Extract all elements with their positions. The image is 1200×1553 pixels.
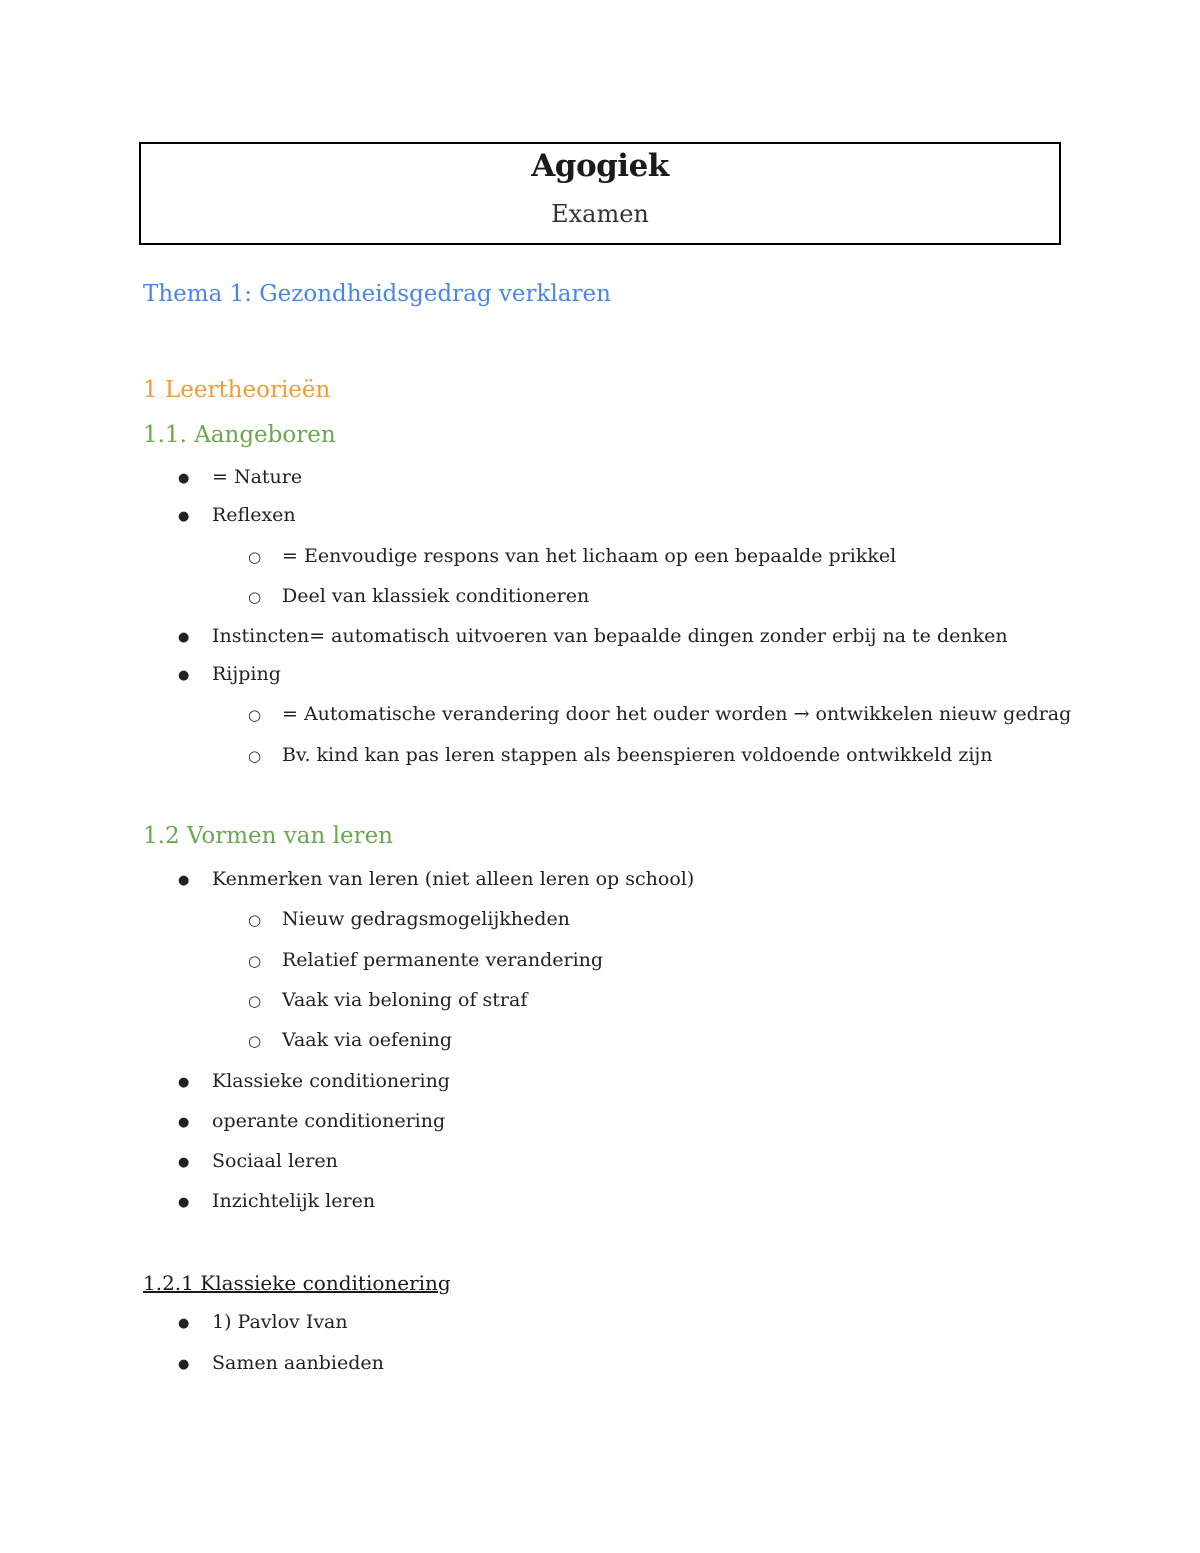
- hollow-bullet-icon: ○: [248, 911, 262, 929]
- hollow-bullet-icon: ○: [248, 706, 262, 724]
- list-item: [178, 1150, 338, 1172]
- hollow-bullet-icon: ○: [248, 747, 262, 765]
- list-item: [178, 625, 1008, 647]
- document-title: Agogiek: [531, 148, 669, 184]
- list-item-text: Reflexen: [212, 504, 296, 526]
- list-item: [248, 744, 993, 766]
- hollow-bullet-icon: ○: [248, 588, 262, 606]
- bullet-icon: ●: [178, 1194, 190, 1210]
- subsection-heading-vormen: 1.2 Vormen van leren: [143, 823, 393, 849]
- list-item: [248, 949, 603, 971]
- bullet-icon: ●: [178, 629, 190, 645]
- list-item: [248, 908, 570, 930]
- list-item: [178, 1352, 384, 1374]
- section-heading: 1 Leertheorieën: [143, 377, 331, 403]
- list-item-text: operante conditionering: [212, 1110, 446, 1132]
- list-item: [248, 585, 589, 607]
- bullet-icon: ●: [178, 508, 190, 524]
- title-box: [139, 142, 1061, 245]
- list-item: [178, 466, 302, 488]
- list-item-text: Nieuw gedragsmogelijkheden: [282, 908, 570, 930]
- list-item: [178, 504, 296, 526]
- bullet-icon: ●: [178, 1114, 190, 1130]
- list-item-text: Deel van klassiek conditioneren: [282, 585, 590, 607]
- list-item-text: = Eenvoudige respons van het lichaam op een bepaalde prikkel: [282, 545, 897, 567]
- list-item-text: Klassieke conditionering: [212, 1070, 450, 1092]
- list-item: [248, 703, 1071, 725]
- list-item: [178, 663, 281, 685]
- theme-heading: Thema 1: Gezondheidsgedrag verklaren: [143, 281, 611, 307]
- bullet-icon: ●: [178, 1356, 190, 1372]
- bullet-icon: ●: [178, 667, 190, 683]
- list-item-text: Vaak via beloning of straf: [282, 989, 528, 1011]
- list-item-text: 1) Pavlov Ivan: [212, 1311, 348, 1333]
- subsubsection-heading-klassiek: 1.2.1 Klassieke conditionering: [143, 1271, 451, 1295]
- document-subtitle: Examen: [551, 200, 649, 228]
- list-item-text: Sociaal leren: [212, 1150, 338, 1172]
- bullet-icon: ●: [178, 470, 190, 486]
- list-item: [248, 1029, 452, 1051]
- bullet-icon: ●: [178, 1074, 190, 1090]
- list-item: [178, 1190, 375, 1212]
- list-item: [248, 545, 896, 567]
- list-item-text: = Nature: [212, 466, 303, 488]
- subsection-heading-aangeboren: 1.1. Aangeboren: [143, 422, 336, 448]
- hollow-bullet-icon: ○: [248, 992, 262, 1010]
- list-item-text: Rijping: [212, 663, 281, 685]
- list-item: [178, 1110, 445, 1132]
- bullet-icon: ●: [178, 872, 190, 888]
- list-item-text: Samen aanbieden: [212, 1352, 384, 1374]
- list-item-text: Bv. kind kan pas leren stappen als beenspieren voldoende ontwikkeld zijn: [282, 744, 993, 766]
- bullet-icon: ●: [178, 1154, 190, 1170]
- list-item-text: Vaak via oefening: [282, 1029, 453, 1051]
- bullet-icon: ●: [178, 1315, 190, 1331]
- list-item-text: Kenmerken van leren (niet alleen leren op school): [212, 868, 695, 890]
- list-item-text: Relatief permanente verandering: [282, 949, 604, 971]
- list-item: [248, 989, 527, 1011]
- list-item-text: Inzichtelijk leren: [212, 1190, 376, 1212]
- hollow-bullet-icon: ○: [248, 1032, 262, 1050]
- list-item-text: = Automatische verandering door het ouder worden → ontwikkelen nieuw gedrag: [282, 703, 1072, 725]
- list-item: [178, 1311, 348, 1333]
- list-item: [178, 1070, 450, 1092]
- list-item-text: Instincten= automatisch uitvoeren van bepaalde dingen zonder erbij na te denken: [212, 625, 1008, 647]
- hollow-bullet-icon: ○: [248, 952, 262, 970]
- list-item: [178, 868, 694, 890]
- hollow-bullet-icon: ○: [248, 548, 262, 566]
